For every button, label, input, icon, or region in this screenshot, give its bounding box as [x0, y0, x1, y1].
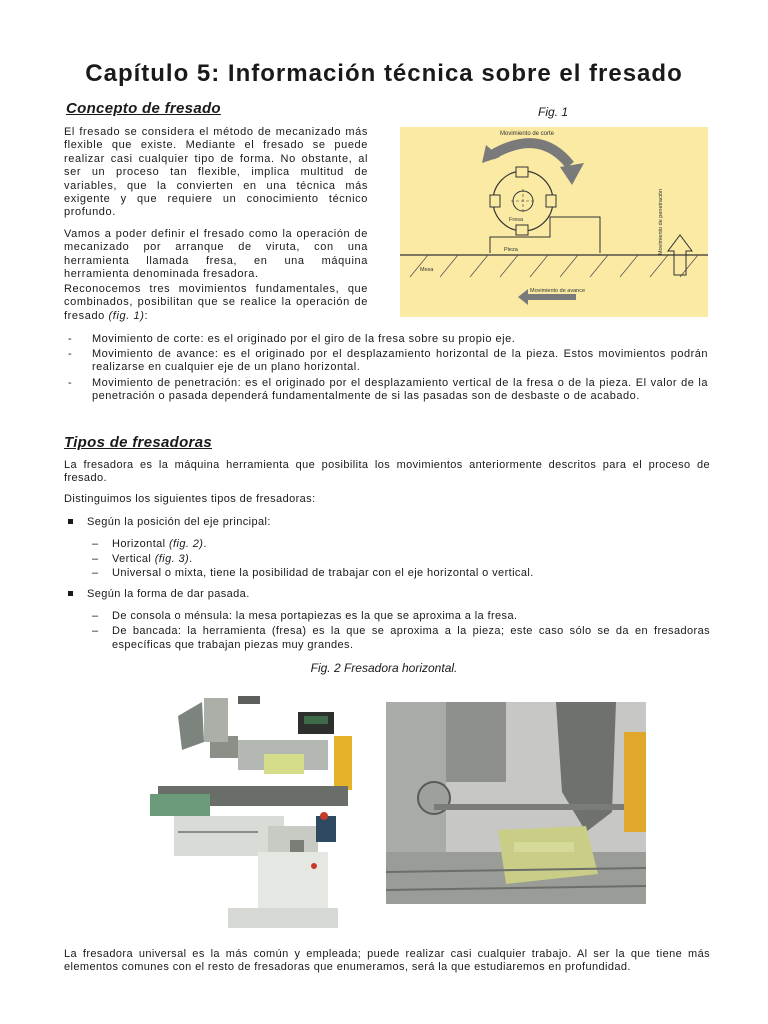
square-bullet-icon	[68, 519, 73, 524]
eje-types-list	[92, 537, 710, 581]
movements-list	[66, 333, 708, 405]
horizontal-milling-machine-photo	[138, 676, 368, 932]
label-corte: Movimiento de corte	[500, 131, 555, 137]
fig1-reference: (fig. 1)	[108, 309, 145, 322]
bullet-forma-pasada: Según la forma de dar pasada.	[68, 588, 250, 600]
section-heading-tipos: Tipos de fresadoras	[64, 434, 212, 451]
paragraph-tipos-intro: Distinguimos los siguientes tipos de fresadoras:	[64, 493, 316, 505]
label-pieza: Pieza	[504, 247, 518, 253]
list-item: - Movimiento de corte: es el originado por el giro de la fresa sobre su propio eje.	[68, 333, 516, 345]
paragraph-intro: El fresado se considera el método de mecanizado más flexible que existe. Mediante el fresado se puede realizar casi cualquier tipo de forma. No obstante, al ser un proceso tan flexible, implica multitud de variables, que la convierten en una técnica más exigente y que requiere un conocimiento técnico profundo.	[64, 126, 368, 219]
list-item: - Movimiento de avance: es el originado por el desplazamiento horizontal de la pieza. Estos movimientos podrán realizarse en cualquier eje de un plano horizontal.	[68, 348, 708, 374]
label-penetracion: Movimiento de penetración	[658, 188, 664, 255]
label-mesa: Mesa	[420, 267, 434, 273]
milling-diagram	[400, 127, 708, 317]
paragraph-fresadora: La fresadora es la máquina herramienta que posibilita los movimientos anteriormente descritos para el proceso de fresado.	[64, 459, 710, 485]
pasada-types-list	[92, 609, 710, 653]
fig1-caption: Fig. 1	[538, 105, 569, 119]
section-heading-concepto: Concepto de fresado	[66, 100, 221, 117]
fig2-reference: (fig. 2)	[168, 538, 204, 550]
list-item: – Horizontal (fig. 2).	[92, 538, 207, 550]
square-bullet-icon	[68, 591, 73, 596]
list-item: – Universal o mixta, tiene la posibilidad de trabajar con el eje horizontal o vertical.	[92, 567, 534, 580]
milling-closeup-photo	[386, 702, 646, 904]
paragraph-universal: La fresadora universal es la más común y empleada; puede realizar casi cualquier trabajo. Al ser la que tiene más elementos comunes con el resto de fresadoras que enumeramos, será la que estudiaremos en profundidad.	[64, 948, 710, 974]
fig2-caption: Fig. 2 Fresadora horizontal.	[310, 661, 458, 675]
list-item: - Movimiento de penetración: es el originado por el desplazamiento vertical de la fresa o de la pieza. El valor de la penetración o pasada dependerá fundamentalmente de si las pasadas son de desbaste o de acabado.	[68, 376, 708, 402]
label-avance: Movimiento de avance	[530, 288, 586, 294]
list-item: – De consola o ménsula: la mesa portapiezas es la que se aproxima a la fresa.	[92, 610, 518, 622]
paragraph-definition: Vamos a poder definir el fresado como la operación de mecanizado por arranque de viruta, con una herramienta llamada fresa, en una máquina herramienta denominada fresadora.	[64, 228, 368, 281]
page-title: Capítulo 5: Información técnica sobre el fresado	[85, 60, 683, 87]
list-item: – De bancada: la herramienta (fresa) es la que se aproxima a la pieza; este caso sólo se da en fresadoras específicas que trabajan piezas muy grandes.	[92, 624, 710, 652]
list-item: – Vertical (fig. 3).	[92, 552, 193, 565]
fig3-reference: (fig. 3)	[154, 552, 190, 565]
label-fresa: Fresa	[509, 217, 524, 223]
bullet-eje-principal: Según la posición del eje principal:	[68, 516, 271, 528]
paragraph-movements-intro: Reconocemos tres movimientos fundamentales, que combinados, posibilitan que se realice la operación de fresado (fig. 1):	[64, 283, 368, 322]
